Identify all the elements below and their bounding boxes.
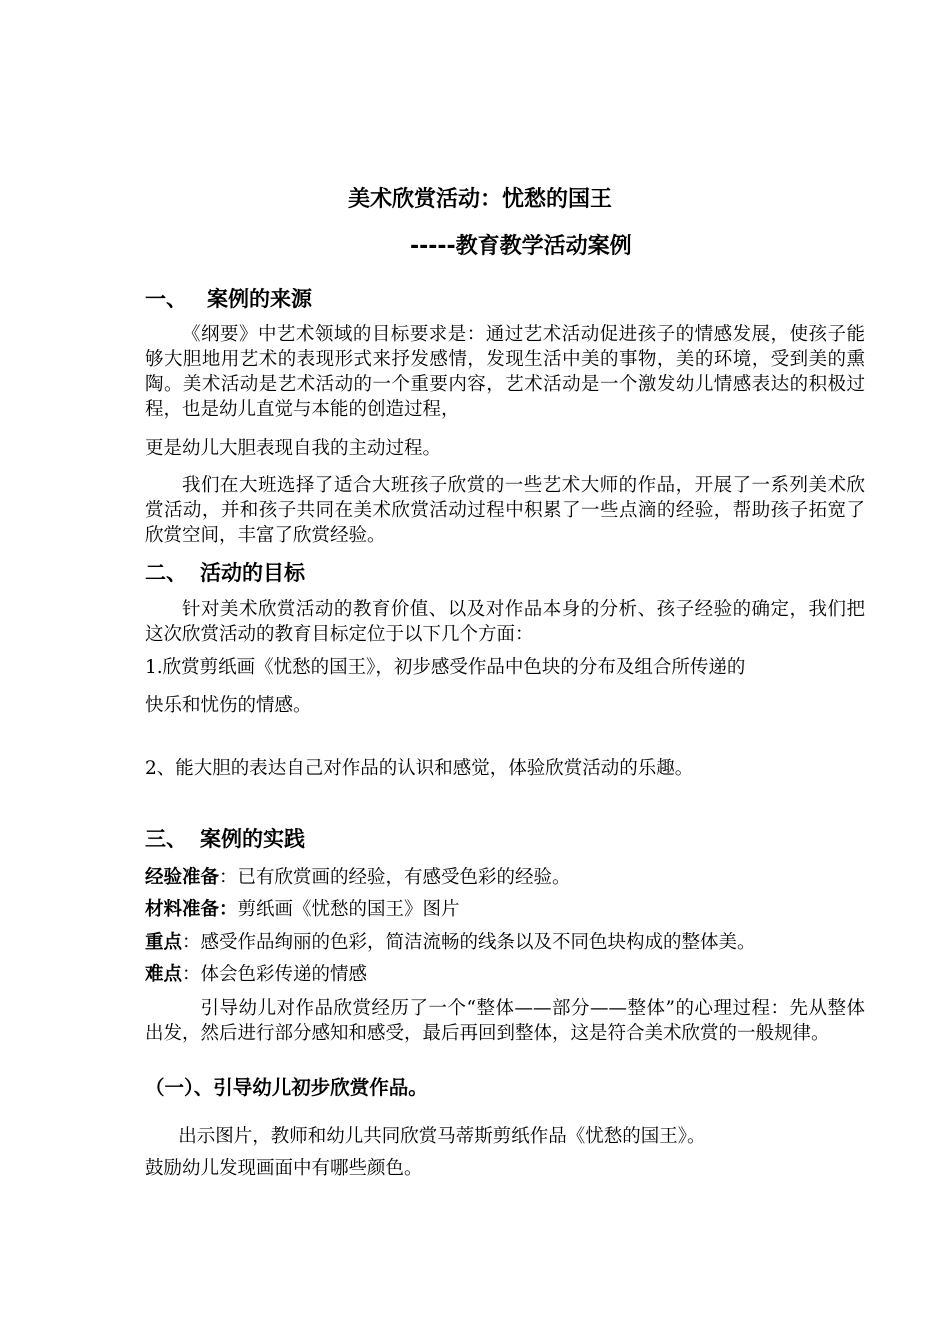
- section-1-title: 案例的来源: [207, 287, 312, 311]
- section-3-title: 案例的实践: [200, 827, 305, 851]
- material-prep-text: 剪纸画《忧愁的国王》图片: [237, 899, 460, 920]
- goal-1-line-2: 快乐和忧伤的情感。: [145, 695, 312, 716]
- difficulty-point: [145, 962, 865, 987]
- section-1-paragraph-2: 我们在大班选择了适合大班孩子欣赏的一些艺术大师的作品，开展了一系列美术欣赏活动，并和孩子共同在美术欣赏活动过程中积累了一些点滴的经验，帮助孩子拓宽了欣赏空间，丰富了欣赏经验。: [145, 475, 865, 546]
- section-3-number: 三、: [145, 827, 187, 851]
- difficulty-point-label: 难点: [145, 964, 183, 985]
- key-point-label: 重点: [145, 932, 183, 953]
- material-prep: [145, 897, 865, 922]
- experience-prep: [145, 865, 865, 890]
- section-3-heading: [145, 824, 305, 854]
- material-prep-label: 材料准备：: [145, 899, 238, 920]
- experience-prep-text: ：已有欣赏画的经验，有感受色彩的经验。: [219, 867, 571, 888]
- goal-2: 2、能大胆的表达自己对作品的认识和感觉，体验欣赏活动的乐趣。: [145, 758, 694, 779]
- section-1-number: 一、: [145, 287, 187, 311]
- subsection-1-heading: （一）、引导幼儿初步欣赏作品。: [145, 1076, 428, 1099]
- subsection-1-line-2: 鼓励幼儿发现画面中有哪些颜色。: [145, 1158, 423, 1179]
- section-1-paragraph-1: 《纲要》中艺术领域的目标要求是：通过艺术活动促进孩子的情感发展，使孩子能够大胆地用艺术的表现形式来抒发感情，发现生活中美的事物，美的环境，受到美的熏陶。美术活动是艺术活动的一个重要内容，艺术活动是一个激发幼儿情感表达的积极过程，也是幼儿直觉与本能的创造过程，: [145, 324, 865, 420]
- experience-prep-label: 经验准备: [145, 867, 220, 888]
- section-2-title: 活动的目标: [200, 561, 305, 585]
- section-2-heading: [145, 558, 305, 588]
- section-2-number: 二、: [145, 561, 187, 585]
- key-point-text: ：感受作品绚丽的色彩，简洁流畅的线条以及不同色块构成的整体美。: [182, 932, 756, 953]
- section-2-paragraph-1: 针对美术欣赏活动的教育价值、以及对作品本身的分析、孩子经验的确定，我们把这次欣赏活动的教育目标定位于以下几个方面：: [145, 599, 865, 645]
- subsection-1-line-1: 出示图片，教师和幼儿共同欣赏马蒂斯剪纸作品《忧愁的国王》。: [178, 1126, 706, 1147]
- section-1-paragraph-1-end: 更是幼儿大胆表现自我的主动过程。: [145, 438, 442, 459]
- guide-paragraph: 引导幼儿对作品欣赏经历了一个“整体——部分——整体”的心理过程：先从整体出发，然后进行部分感知和感受，最后再回到整体，这是符合美术欣赏的一般规律。: [145, 998, 865, 1044]
- document-subtitle: -----教育教学活动案例: [410, 234, 632, 259]
- goal-1-line-1: 1.欣赏剪纸画《忧愁的国王》，初步感受作品中色块的分布及组合所传递的: [145, 657, 746, 678]
- section-1-heading: [145, 284, 312, 314]
- document-title: 美术欣赏活动：忧愁的国王: [347, 187, 612, 212]
- difficulty-point-text: ：体会色彩传递的情感: [182, 964, 368, 985]
- key-point: [145, 930, 865, 955]
